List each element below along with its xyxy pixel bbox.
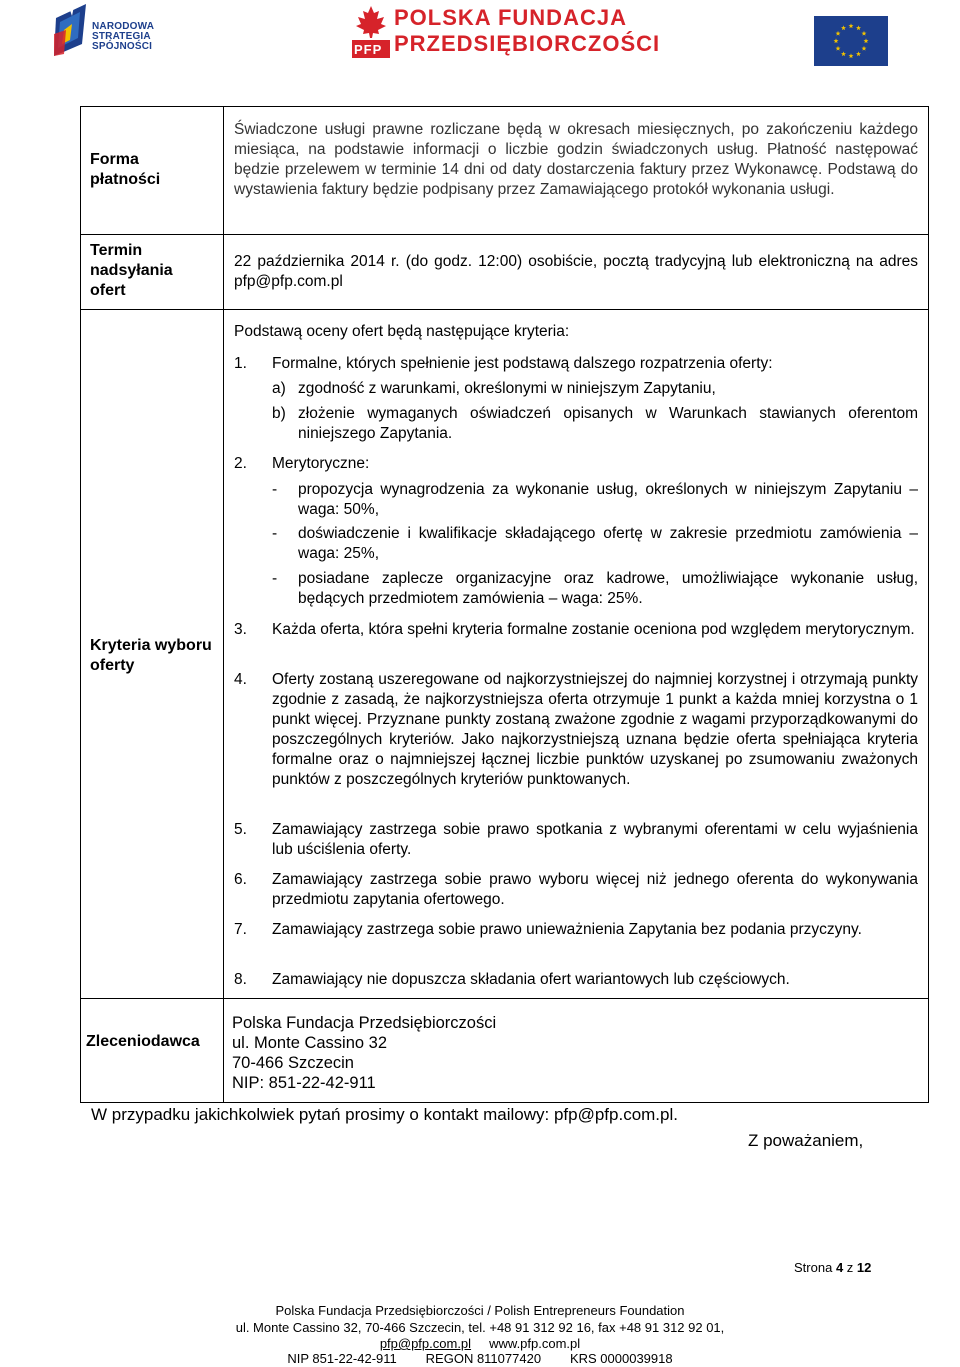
client-nip: NIP: 851-22-42-911: [232, 1074, 376, 1092]
nss-line2: STRATEGIA SPÓJNOŚCI: [92, 31, 153, 52]
client-name: Polska Fundacja Przedsiębiorczości: [232, 1014, 497, 1032]
footer-line2: ul. Monte Cassino 32, 70-466 Szczecin, tel. +48 91 312 92 16, fax +48 91 312 92 01,: [235, 1320, 725, 1335]
termin-text: 22 października 2014 r. (do godz. 12:00) osobiście, pocztą tradycyjną lub elektroniczną na adres pfp@pfp.com.pl: [234, 253, 918, 290]
dash-mark: -: [272, 570, 278, 587]
eu-flag: [814, 16, 888, 66]
criterion-number: 4.: [234, 671, 247, 688]
contact-line: W przypadku jakichkolwiek pytań prosimy o kontakt mailowy: pfp@pfp.com.pl.: [91, 1105, 678, 1124]
closing-regards: Z poważaniem,: [748, 1131, 864, 1150]
criterion-8-text: Zamawiający nie dopuszcza składania ofert wariantowych lub częściowych.: [272, 971, 790, 988]
nss-line1: NARODOWA: [92, 21, 155, 32]
footer-nip: NIP 851-22-42-911: [287, 1351, 397, 1366]
criterion-1-text: Formalne, których spełnienie jest podstawą dalszego rozpatrzenia oferty:: [272, 355, 773, 372]
pfp-logo: [352, 2, 661, 64]
criterion-number: 8.: [234, 971, 247, 988]
criterion-2a-text: propozycja wynagrodzenia za wykonanie usług, określonych w niniejszym Zapytaniu – waga: 50%,: [298, 481, 918, 518]
nss-logo: [52, 4, 202, 58]
criterion-4-text: Oferty zostaną uszeregowane od najkorzystniejszej do najmniej korzystnej i otrzymają punkty zgodnie z zasadą, że najkorzystniejsza oferta otrzymuje 1 punkt a każda mniej korzystna o 1 punkt więcej. Przyznane punkty zostaną zważone zgodnie z wagami przyporządkowanymi do poszczególnych kryteriów. Jako najkorzystniejszą uznana będzie oferta spełniająca kryteria formalne oraz o najmniejszej łącznej liczbie punktów uzyskanej po zsumowaniu zważonych punktów z poszczególnych kryteriów punktowanych.: [272, 671, 918, 788]
criterion-6-text: Zamawiający zastrzega sobie prawo wyboru więcej niż jednego oferenta do wykonywania przedmiotu zapytania ofertowego.: [272, 871, 918, 908]
criterion-number: 2.: [234, 455, 247, 472]
subpoint-mark: b): [272, 405, 286, 422]
row-label-zleceniodawca: Zleceniodawca: [86, 1033, 200, 1050]
forma-platnosci-text: Świadczone usługi prawne rozliczane będą w okresach miesięcznych, po zakończeniu każdego miesiąca, na podstawie informacji o liczbie godzin świadczonych usług. Płatność następować będzie przelewem w terminie 14 dni od daty dostarczenia faktury przez Wykonawcę. Podstawą do wystawienia faktury będzie podpisany przez Zamawiającego protokół wykonania usługi.: [234, 121, 918, 198]
footer-website[interactable]: www.pfp.com.pl: [489, 1336, 581, 1351]
footer-line1: Polska Fundacja Przedsiębiorczości / Polish Entrepreneurs Foundation: [275, 1303, 685, 1318]
row-divider: [80, 234, 929, 235]
criterion-number: 1.: [234, 355, 247, 372]
page-total: 12: [856, 1260, 872, 1275]
footer-regon: REGON 811077420: [425, 1351, 542, 1366]
dash-mark: -: [272, 525, 278, 542]
table-column-divider: [223, 106, 224, 1103]
criterion-number: 3.: [234, 621, 247, 638]
pfp-mark: [352, 4, 390, 60]
criterion-3-text: Każda oferta, która spełni kryteria formalne zostanie oceniona pod względem merytorycznym.: [272, 621, 915, 638]
footer-krs: KRS 0000039918: [569, 1351, 673, 1366]
page-separator: z: [846, 1260, 854, 1275]
criterion-1a-text: zgodność z warunkami, określonymi w niniejszym Zapytaniu,: [298, 380, 716, 397]
footer-line3: [0, 1336, 960, 1352]
criterion-number: 5.: [234, 821, 247, 838]
row-divider: [80, 309, 929, 310]
criterion-2c-text: posiadane zaplecze organizacyjne oraz kadrowe, umożliwiające wykonanie usług, będących przedmiotem zamówienia – waga: 25%.: [298, 570, 918, 607]
criterion-2-text: Merytoryczne:: [272, 455, 370, 472]
criterion-2b-text: doświadczenie i kwalifikacje składającego ofertę w zakresie przedmiotu zamówienia – waga: 25%,: [298, 525, 918, 562]
criterion-1b-text: złożenie wymaganych oświadczeń opisanych w Warunkach stawianych oferentom niniejszego Zapytania.: [298, 405, 918, 442]
eu-flag-icon: [814, 16, 888, 66]
kryteria-intro: Podstawą oceny ofert będą następujące kryteria:: [234, 323, 570, 340]
page-prefix: Strona: [794, 1260, 833, 1275]
nss-emblem-icon: [52, 4, 90, 58]
footer-email[interactable]: pfp@pfp.com.pl: [379, 1336, 472, 1351]
client-street: ul. Monte Cassino 32: [232, 1034, 388, 1052]
pfp-mark-text: PFP: [354, 42, 383, 57]
criterion-number: 6.: [234, 871, 247, 888]
page-number: [794, 1260, 871, 1276]
criterion-number: 7.: [234, 921, 247, 938]
pfp-name-line1: POLSKA FUNDACJA: [394, 5, 627, 30]
row-label-forma-platnosci: Forma płatności: [90, 151, 161, 188]
pfp-name-line2: PRZEDSIĘBIORCZOŚCI: [394, 31, 661, 56]
dash-mark: -: [272, 481, 278, 498]
page-current: 4: [835, 1260, 844, 1275]
row-label-kryteria: Kryteria wyboru oferty: [90, 637, 212, 674]
client-city: 70-466 Szczecin: [232, 1054, 354, 1072]
criterion-5-text: Zamawiający zastrzega sobie prawo spotkania z wybranymi oferentami w celu wyjaśnienia lub uściślenia oferty.: [272, 821, 918, 858]
footer-line4: [0, 1351, 960, 1367]
row-label-termin: Termin nadsyłania ofert: [90, 242, 173, 299]
subpoint-mark: a): [272, 380, 286, 397]
nss-logo-text: [92, 22, 202, 52]
row-divider: [80, 998, 929, 999]
criterion-7-text: Zamawiający zastrzega sobie prawo unieważnienia Zapytania bez podania przyczyny.: [272, 921, 862, 938]
